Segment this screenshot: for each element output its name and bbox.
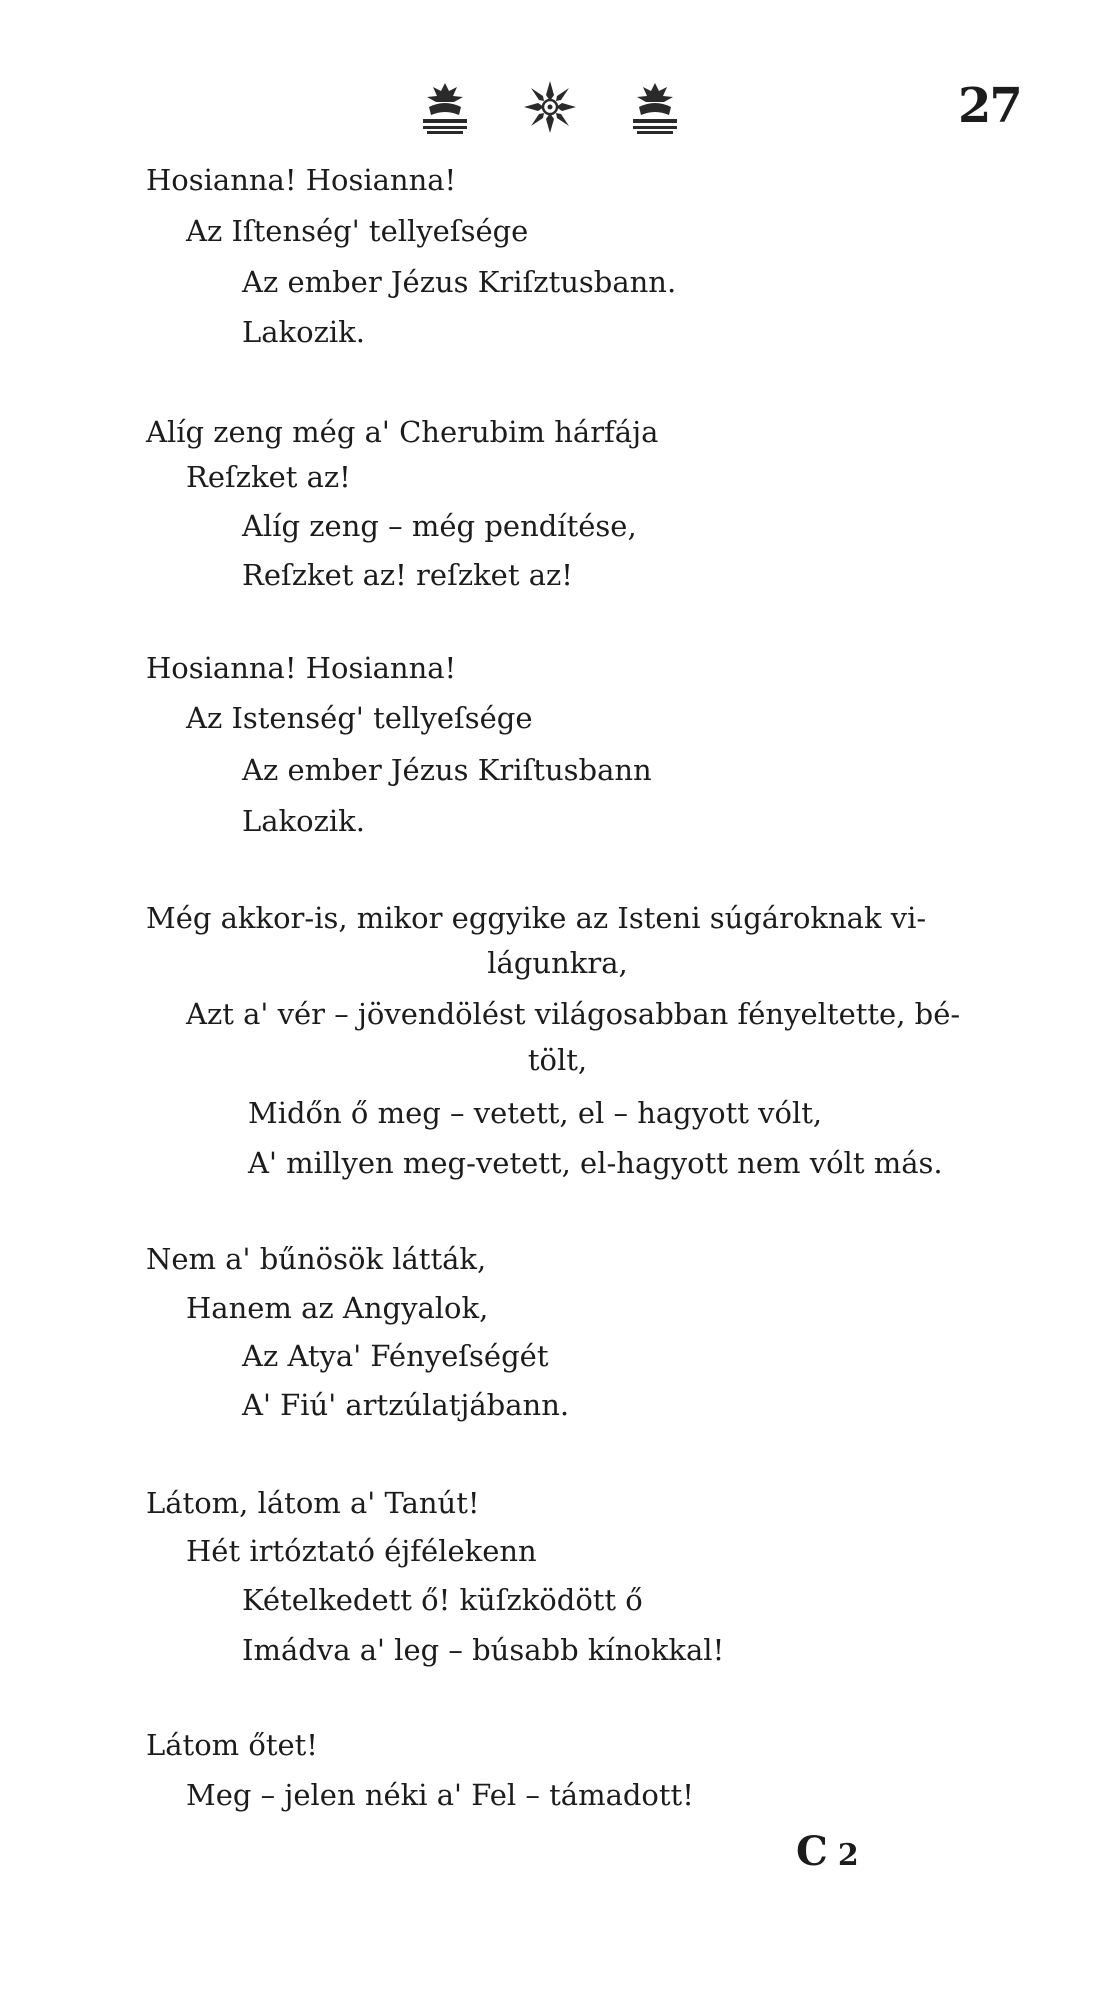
verse-line: Hét irtóztató éjfélekenn bbox=[186, 1534, 537, 1568]
signature-letter: C bbox=[796, 1828, 828, 1875]
verse-line-continuation: tölt, bbox=[527, 1043, 588, 1077]
verse-line: Az Atya' Fényeſségét bbox=[242, 1339, 549, 1373]
verse-line: Lakozik. bbox=[242, 315, 365, 349]
verse-line: Látom, látom a' Tanút! bbox=[146, 1486, 480, 1520]
verse-line: Az ember Jézus Kriſztusbann. bbox=[242, 265, 677, 299]
verse-line: Reſzket az! bbox=[186, 460, 351, 494]
verse-line: Azt a' vér – jövendölést világosabban fényeltette, bé- bbox=[186, 997, 961, 1031]
verse-line: Még akkor-is, mikor eggyike az Isteni súgároknak vi- bbox=[146, 901, 927, 935]
verse-line: Meg – jelen néki a' Fel – támadott! bbox=[186, 1778, 694, 1812]
verse-line: Alíg zeng még a' Cherubim hárfája bbox=[146, 415, 659, 449]
verse-line: Látom őtet! bbox=[146, 1728, 318, 1762]
page-number: 27 bbox=[958, 78, 1021, 134]
verse-line: Midőn ő meg – vetett, el – hagyott vólt, bbox=[248, 1096, 823, 1130]
verse-line: Kételkedett ő! küſzködött ő bbox=[242, 1583, 643, 1617]
crest-ornament-icon bbox=[625, 77, 685, 137]
signature-number: 2 bbox=[837, 1838, 859, 1873]
verse-line-continuation: lágunkra, bbox=[487, 946, 628, 980]
verse-line: Hanem az Angyalok, bbox=[186, 1291, 489, 1325]
verse-line: Imádva a' leg – búsabb kínokkal! bbox=[242, 1633, 725, 1667]
verse-line: A' Fiú' artzúlatjábann. bbox=[242, 1388, 570, 1422]
verse-line: Alíg zeng – még pendítése, bbox=[242, 509, 637, 543]
verse-line: Az Iſtenség' tellyeſsége bbox=[186, 214, 529, 248]
star-flower-ornament-icon bbox=[520, 77, 580, 137]
verse-line: Az Istenség' tellyeſsége bbox=[186, 701, 533, 735]
verse-line: A' millyen meg-vetett, el-hagyott nem vólt más. bbox=[248, 1146, 943, 1180]
verse-line: Nem a' bűnösök látták, bbox=[146, 1242, 487, 1276]
verse-line: Reſzket az! reſzket az! bbox=[242, 558, 573, 592]
verse-line: Hosianna! Hosianna! bbox=[146, 163, 457, 197]
verse-line: Lakozik. bbox=[242, 804, 365, 838]
crest-ornament-icon bbox=[415, 77, 475, 137]
verse-line: Hosianna! Hosianna! bbox=[146, 651, 457, 685]
printer-signature-mark bbox=[796, 1828, 859, 1875]
header-ornaments bbox=[415, 74, 685, 140]
verse-line: Az ember Jézus Kriſtusbann bbox=[242, 753, 652, 787]
